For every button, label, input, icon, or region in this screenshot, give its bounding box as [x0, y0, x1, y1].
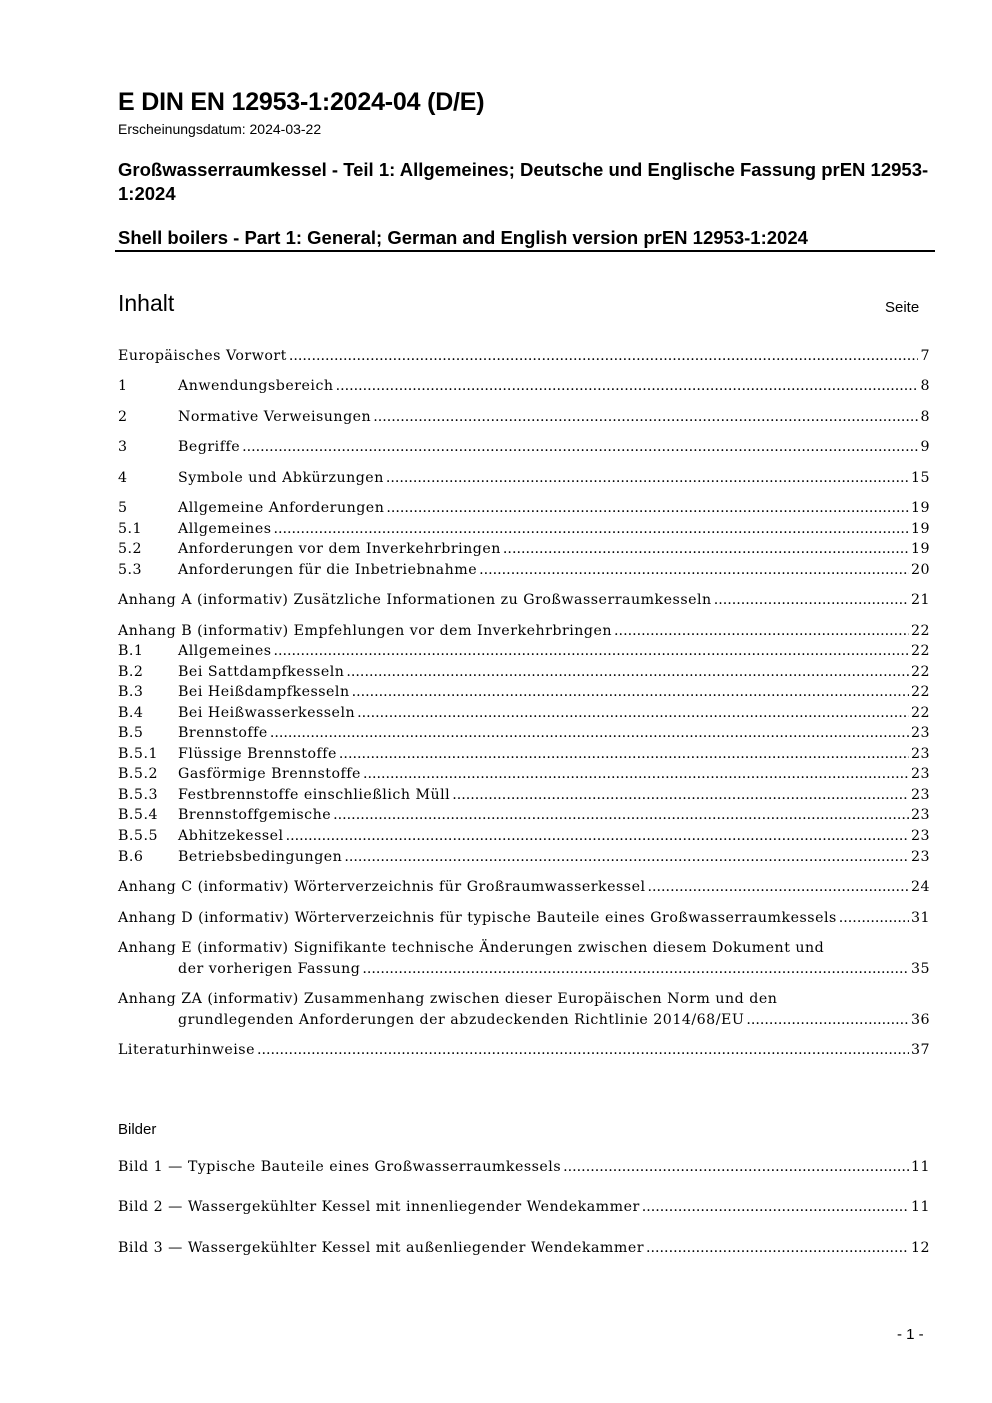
toc-entry[interactable]	[118, 849, 930, 865]
toc-leader	[648, 879, 909, 895]
toc-entry-label: Anhang B (informativ) Empfehlungen vor dem Inverkehrbringen	[118, 623, 613, 639]
toc-entry-number: B.5.1	[118, 746, 158, 762]
toc-entry-page: 23	[910, 828, 930, 844]
toc-leader	[452, 787, 909, 803]
toc-entry-label: Anhang D (informativ) Wörterverzeichnis für typische Bauteile eines Großwasserraumkessels	[118, 910, 837, 926]
toc-entry-page: 23	[910, 807, 930, 823]
toc-entry-page: 23	[910, 849, 930, 865]
toc-entry-number: B.2	[118, 664, 144, 680]
toc-entry-number: 5	[118, 500, 128, 516]
toc-entry[interactable]	[118, 746, 930, 762]
toc-entry[interactable]	[118, 521, 930, 537]
toc-leader	[270, 725, 909, 741]
page-number: - 1 -	[897, 1326, 924, 1343]
figure-entry-label: Bild 2 — Wassergekühlter Kessel mit innenliegender Wendekammer	[118, 1199, 640, 1215]
toc-entry-label: Brennstoffgemische	[178, 807, 332, 823]
toc-entry[interactable]	[118, 562, 930, 578]
toc-entry-continuation[interactable]	[178, 1012, 930, 1028]
toc-entry[interactable]	[118, 348, 930, 364]
toc-entry[interactable]	[118, 766, 930, 782]
toc-entry-label: Festbrennstoffe einschließlich Müll	[178, 787, 451, 803]
toc-leader	[289, 348, 919, 364]
toc-leader	[357, 705, 909, 721]
toc-heading: Inhalt	[118, 290, 175, 316]
figure-entry-page: 11	[910, 1159, 930, 1175]
toc-entry-number: 5.1	[118, 521, 143, 537]
toc-leader	[242, 439, 918, 455]
toc-leader	[352, 684, 909, 700]
figure-entry[interactable]	[118, 1159, 930, 1175]
toc-entry-number: 5.2	[118, 541, 143, 557]
toc-leader	[614, 623, 909, 639]
toc-entry-number: 3	[118, 439, 128, 455]
toc-entry-number: B.3	[118, 684, 144, 700]
toc-entry-label: Allgemeine Anforderungen	[178, 500, 385, 516]
toc-entry-label: Anwendungsbereich	[178, 378, 334, 394]
figure-entry-label: Bild 1 — Typische Bauteile eines Großwasserraumkessels	[118, 1159, 562, 1175]
toc-entry-page: 37	[910, 1042, 930, 1058]
toc-entry[interactable]	[118, 684, 930, 700]
toc-entry-label: Begriffe	[178, 439, 241, 455]
document-id: E DIN EN 12953-1:2024-04 (D/E)	[118, 88, 485, 116]
toc-entry-page: 22	[910, 643, 930, 659]
toc-leader	[257, 1042, 909, 1058]
toc-entry[interactable]	[118, 828, 930, 844]
toc-entry-label: Anhang C (informativ) Wörterverzeichnis für Großraumwasserkessel	[118, 879, 646, 895]
toc-leader	[642, 1199, 909, 1215]
toc-entry-page: 21	[910, 592, 930, 608]
publication-date: Erscheinungsdatum: 2024-03-22	[118, 121, 322, 137]
toc-entry[interactable]	[118, 409, 930, 425]
toc-entry-page: 22	[910, 705, 930, 721]
toc-entry-label: Gasförmige Brennstoffe	[178, 766, 361, 782]
toc-entry-page: 7	[920, 348, 930, 364]
toc-entry-page: 8	[920, 378, 930, 394]
toc-entry-label[interactable]: Anhang ZA (informativ) Zusammenhang zwischen dieser Europäischen Norm und den	[118, 991, 778, 1007]
toc-entry-page: 9	[920, 439, 930, 455]
toc-entry[interactable]	[118, 787, 930, 803]
toc-entry-page: 23	[910, 746, 930, 762]
figure-entry[interactable]	[118, 1240, 930, 1256]
toc-leader	[746, 1012, 909, 1028]
figure-entry-page: 11	[910, 1199, 930, 1215]
toc-entry[interactable]	[118, 439, 930, 455]
toc-leader	[646, 1240, 909, 1256]
toc-leader	[336, 378, 919, 394]
toc-entry-page: 20	[910, 562, 930, 578]
toc-entry-label: Literaturhinweise	[118, 1042, 255, 1058]
toc-entry-number: 4	[118, 470, 128, 486]
toc-entry-label: Betriebsbedingungen	[178, 849, 343, 865]
toc-entry-label-continuation: der vorherigen Fassung	[178, 961, 361, 977]
toc-entry-label[interactable]: Anhang E (informativ) Signifikante technische Änderungen zwischen diesem Dokument und	[118, 940, 825, 956]
toc-leader	[503, 541, 909, 557]
toc-entry-page: 35	[910, 961, 930, 977]
title-german: Großwasserraumkessel - Teil 1: Allgemeines; Deutsche und Englische Fassung prEN 12953-1:2024	[118, 159, 929, 204]
toc-leader	[714, 592, 909, 608]
toc-entry[interactable]	[118, 1042, 930, 1058]
toc-entry-number: B.4	[118, 705, 144, 721]
toc-entry[interactable]	[118, 643, 930, 659]
toc-leader	[386, 470, 909, 486]
toc-entry-page: 22	[910, 684, 930, 700]
toc-entry-label: Bei Heißdampfkesseln	[178, 684, 350, 700]
toc-leader	[274, 643, 909, 659]
toc-entry-page: 19	[910, 500, 930, 516]
toc-leader	[344, 849, 909, 865]
toc-entry-page: 23	[910, 725, 930, 741]
toc-entry-number: B.5.3	[118, 787, 158, 803]
toc-entry-page: 22	[910, 664, 930, 680]
toc-leader	[563, 1159, 909, 1175]
toc-leader	[386, 500, 909, 516]
title-divider	[115, 250, 935, 252]
toc-entry-page: 8	[920, 409, 930, 425]
toc-entry[interactable]	[118, 541, 930, 557]
toc-leader	[373, 409, 918, 425]
toc-entry[interactable]	[118, 378, 930, 394]
toc-entry[interactable]	[118, 500, 930, 516]
toc-entry-label: Bei Heißwasserkesseln	[178, 705, 356, 721]
toc-entry-label: Allgemeines	[178, 643, 272, 659]
toc-entry[interactable]	[118, 725, 930, 741]
toc-entry-label: Europäisches Vorwort	[118, 348, 287, 364]
figure-entry-label: Bild 3 — Wassergekühlter Kessel mit außenliegender Wendekammer	[118, 1240, 645, 1256]
toc-entry-label: Anforderungen für die Inbetriebnahme	[178, 562, 478, 578]
figures-heading: Bilder	[118, 1121, 157, 1138]
toc-entry-page: 31	[910, 910, 930, 926]
toc-entry-label: Symbole und Abkürzungen	[178, 470, 384, 486]
toc-entry-label: Bei Sattdampfkesseln	[178, 664, 345, 680]
toc-entry[interactable]	[118, 879, 930, 895]
toc-entry-label-continuation: grundlegenden Anforderungen der abzudeckenden Richtlinie 2014/68/EU	[178, 1012, 745, 1028]
toc-entry[interactable]	[118, 470, 930, 486]
toc-entry-number: B.5	[118, 725, 144, 741]
toc-entry-number: B.6	[118, 849, 144, 865]
toc-entry-number: B.5.4	[118, 807, 158, 823]
toc-entry-page: 24	[910, 879, 930, 895]
toc-entry[interactable]	[118, 592, 930, 608]
toc-leader	[346, 664, 909, 680]
toc-entry-page: 23	[910, 766, 930, 782]
toc-entry-page: 19	[910, 521, 930, 537]
toc-entry-number: 2	[118, 409, 128, 425]
toc-leader	[286, 828, 909, 844]
toc-leader	[274, 521, 909, 537]
toc-entry-continuation[interactable]	[178, 961, 930, 977]
toc-leader	[339, 746, 909, 762]
toc-entry-label: Anforderungen vor dem Inverkehrbringen	[178, 541, 501, 557]
toc-leader	[333, 807, 909, 823]
toc-entry-page: 23	[910, 787, 930, 803]
toc-page-column-label: Seite	[885, 299, 920, 316]
toc-leader	[839, 910, 909, 926]
toc-entry-page: 15	[910, 470, 930, 486]
toc-entry-label: Flüssige Brennstoffe	[178, 746, 337, 762]
toc-leader	[362, 961, 909, 977]
toc-entry-page: 22	[910, 623, 930, 639]
toc-entry-label: Anhang A (informativ) Zusätzliche Informationen zu Großwasserraumkesseln	[118, 592, 712, 608]
toc-entry-label: Brennstoffe	[178, 725, 268, 741]
figure-entry[interactable]	[118, 1199, 930, 1215]
toc-entry-number: 5.3	[118, 562, 143, 578]
toc-entry-label: Allgemeines	[178, 521, 272, 537]
title-english: Shell boilers - Part 1: General; German and English version prEN 12953-1:2024	[118, 227, 808, 248]
toc-leader	[479, 562, 909, 578]
toc-entry-label: Normative Verweisungen	[178, 409, 372, 425]
figure-entry-page: 12	[910, 1240, 930, 1256]
toc-entry-number: B.5.5	[118, 828, 158, 844]
toc-entry[interactable]	[118, 664, 930, 680]
toc-entry[interactable]	[118, 807, 930, 823]
toc-entry-label: Abhitzekessel	[178, 828, 284, 844]
toc-leader	[363, 766, 909, 782]
toc-entry[interactable]	[118, 623, 930, 639]
toc-entry-number: B.1	[118, 643, 144, 659]
toc-entry-page: 36	[910, 1012, 930, 1028]
toc-entry[interactable]	[118, 910, 930, 926]
toc-entry-page: 19	[910, 541, 930, 557]
toc-entry-number: B.5.2	[118, 766, 158, 782]
toc-entry[interactable]	[118, 705, 930, 721]
toc-entry-number: 1	[118, 378, 128, 394]
